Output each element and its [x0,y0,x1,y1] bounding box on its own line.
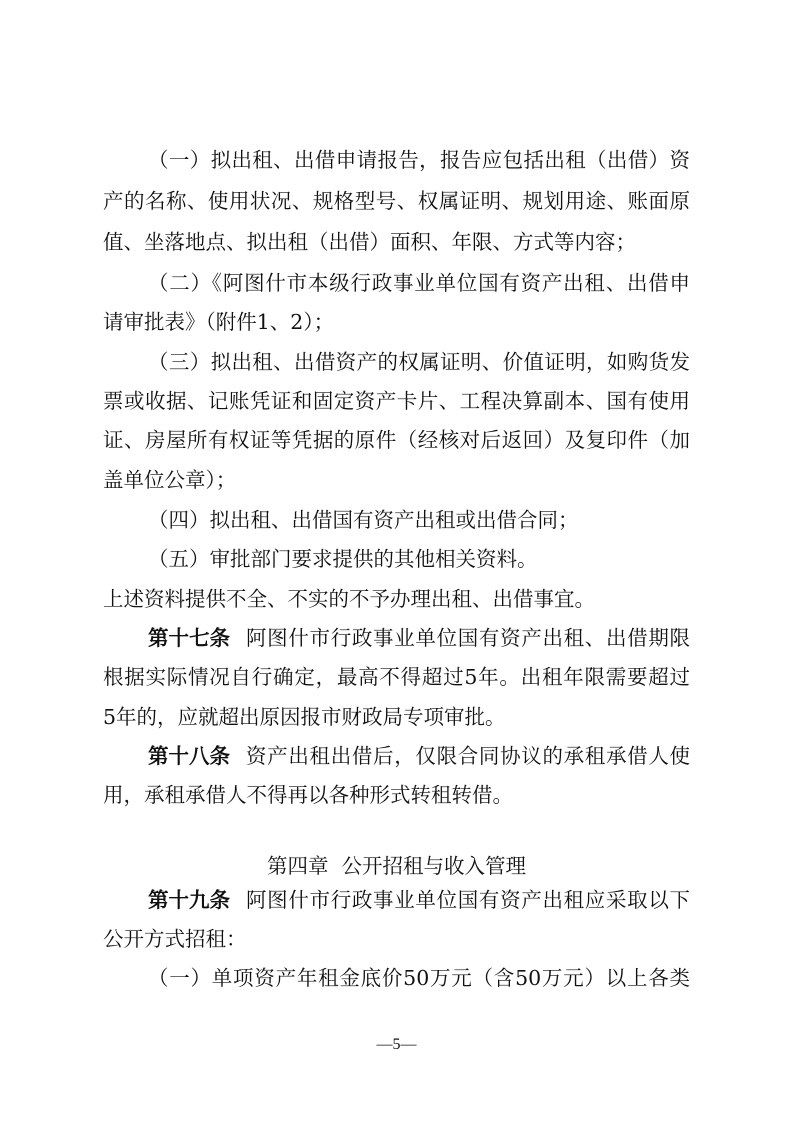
article-19-line-2: 公开方式招租： [103,927,247,951]
paragraph-7-line-1: （一）单项资产年租金底价50万元（含50万元）以上各类 [148,966,690,990]
paragraph-line [0,505,793,535]
paragraph-line [0,584,793,614]
paragraph-3-line-4: 盖单位公章）； [103,468,237,492]
article-18-label: 第十八条 [148,744,230,768]
article-18-line-2: 用，承租承借人不得再以各种形式转租转借。 [103,783,513,807]
paragraph-line [0,307,793,337]
paragraph-line [0,347,793,377]
paragraph-1-line-3: 值、坐落地点、拟出租（出借）面积、年限、方式等内容； [103,230,636,254]
paragraph-line [0,780,793,810]
paragraph-3-line-1: （三）拟出租、出借资产的权属证明、价值证明，如购货发 [148,350,690,374]
chapter-4-heading: 第四章 公开招租与收入管理 [266,854,527,878]
article-17-line-2: 根据实际情况自行确定，最高不得超过5年。出租年限需要超过 [103,665,690,689]
paragraph-line [0,386,793,416]
paragraph-2-line-2: 请审批表》（附件1、2）； [103,310,335,334]
article-17-line-1: 阿图什市行政事业单位国有资产出租、出借期限 [246,626,690,650]
article-17-label: 第十七条 [148,626,230,650]
paragraph-line [0,544,793,574]
article-17-first-line [0,623,793,653]
page-number: —5— [376,1036,417,1053]
paragraph-line [0,268,793,298]
paragraph-line [0,702,793,732]
paragraph-line [0,186,793,216]
paragraph-line [0,145,793,175]
paragraph-line [0,963,793,993]
paragraph-3-line-2: 票或收据、记账凭证和固定资产卡片、工程决算副本、国有使用 [103,389,690,413]
paragraph-line [0,227,793,257]
paragraph-5-line-1: （五）审批部门要求提供的其他相关资料。 [148,547,538,571]
article-19-first-line [0,885,793,915]
paragraph-line [0,924,793,954]
paragraph-line [0,425,793,455]
article-18-first-line [0,741,793,771]
article-18-line-1: 资产出租出借后，仅限合同协议的承租承借人使 [246,744,690,768]
paragraph-4-line-1: （四）拟出租、出借国有资产出租或出借合同； [148,508,579,532]
paragraph-line [0,465,793,495]
article-17-line-3: 5年的，应就超出原因报市财政局专项审批。 [103,705,506,729]
paragraph-2-line-1: （二）《阿图什市本级行政事业单位国有资产出租、出借申 [148,271,690,295]
paragraph-1-line-2: 产的名称、使用状况、规格型号、权属证明、规划用途、账面原 [103,189,690,213]
article-19-line-1: 阿图什市行政事业单位国有资产出租应采取以下 [246,888,690,912]
article-19-label: 第十九条 [148,888,230,912]
paragraph-line [0,662,793,692]
paragraph-6-line-1: 上述资料提供不全、不实的不予办理出租、出借事宜。 [103,587,595,611]
paragraph-3-line-3: 证、房屋所有权证等凭据的原件（经核对后返回）及复印件（加 [103,428,690,452]
paragraph-1-line-1: （一）拟出租、出借申请报告，报告应包括出租（出借）资 [148,148,690,172]
